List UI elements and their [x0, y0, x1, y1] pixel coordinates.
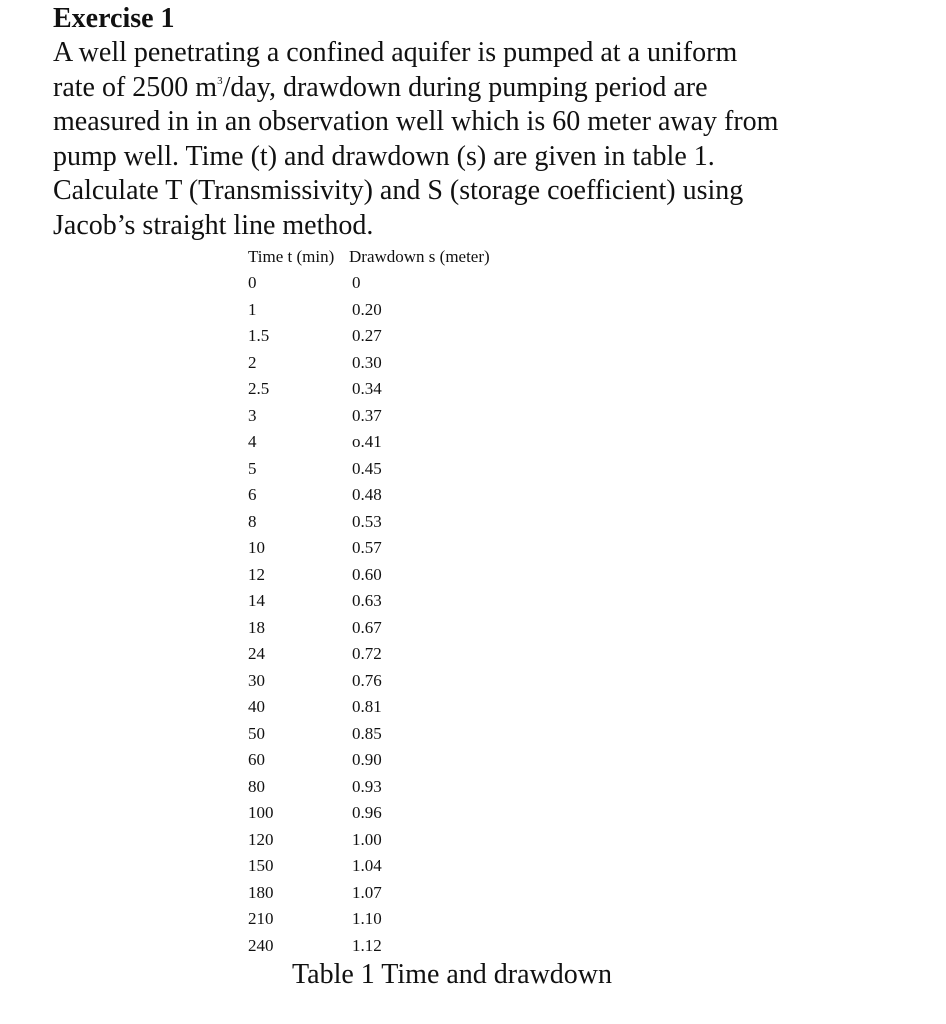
- table-row: [248, 323, 548, 350]
- problem-line-1: A well penetrating a confined aquifer is pumped at a uniform: [53, 37, 738, 68]
- table-row: [248, 668, 548, 695]
- time-cell: 100: [248, 803, 274, 822]
- drawdown-cell: 0.34: [352, 379, 382, 398]
- time-cell: 4: [248, 432, 257, 451]
- drawdown-cell: 0.60: [352, 564, 382, 584]
- table-row: [248, 562, 548, 589]
- time-cell: 30: [248, 670, 265, 690]
- drawdown-cell: 0.45: [352, 458, 382, 478]
- table-row: [248, 747, 548, 774]
- drawdown-cell: 1.07: [352, 882, 382, 902]
- table-row: [248, 933, 548, 960]
- time-cell: 12: [248, 564, 265, 584]
- table-row: [248, 721, 548, 748]
- table-row: [248, 429, 548, 456]
- time-cell: 2.5: [248, 379, 270, 398]
- exercise-title: Exercise 1: [53, 3, 175, 34]
- drawdown-cell: 0.27: [352, 326, 382, 345]
- time-cell: 8: [248, 511, 257, 531]
- drawdown-cell: 0.76: [352, 670, 382, 690]
- time-cell: 6: [248, 485, 257, 504]
- drawdown-cell: 0.20: [352, 299, 382, 319]
- time-cell: 210: [248, 909, 274, 928]
- drawdown-cell: o.41: [352, 432, 382, 451]
- time-cell: 18: [248, 617, 265, 637]
- drawdown-cell: 0.57: [352, 538, 382, 557]
- drawdown-cell: 1.04: [352, 856, 382, 875]
- table-row: [248, 297, 548, 324]
- problem-line-2-end: /day, drawdown during pumping period are: [222, 71, 708, 103]
- problem-line-3: measured in in an observation well which is 60 meter away from: [53, 106, 779, 137]
- problem-statement: [53, 36, 913, 243]
- problem-line-2: [53, 71, 913, 106]
- drawdown-cell: 0.81: [352, 697, 382, 716]
- time-cell: 2: [248, 352, 257, 372]
- problem-line-6: Jacob’s straight line method.: [53, 209, 374, 241]
- drawdown-cell: 1.00: [352, 829, 382, 849]
- table-row: [248, 827, 548, 854]
- drawdown-cell: 0: [352, 273, 361, 292]
- table-row: [248, 906, 548, 933]
- table-row: [248, 800, 548, 827]
- time-cell: 40: [248, 697, 265, 716]
- time-cell: 1.5: [248, 326, 270, 345]
- cubic-superscript: 3: [217, 74, 223, 87]
- table-row: [248, 376, 548, 403]
- header-time: Time t (min): [248, 247, 335, 266]
- table-row: [248, 641, 548, 668]
- table-caption: Table 1 Time and drawdown: [292, 959, 613, 990]
- header-drawdown: Drawdown s (meter): [349, 247, 490, 266]
- time-cell: 1: [248, 299, 257, 319]
- drawdown-cell: 0.67: [352, 617, 382, 637]
- table-row: [248, 615, 548, 642]
- drawdown-cell: 0.37: [352, 405, 382, 425]
- drawdown-cell: 0.93: [352, 776, 382, 796]
- drawdown-cell: 0.96: [352, 803, 382, 822]
- time-cell: 3: [248, 405, 257, 425]
- drawdown-cell: 1.12: [352, 935, 382, 955]
- time-cell: 60: [248, 750, 265, 769]
- time-cell: 24: [248, 644, 265, 663]
- time-cell: 50: [248, 723, 265, 743]
- time-cell: 240: [248, 935, 274, 955]
- table-row: [248, 774, 548, 801]
- drawdown-cell: 0.53: [352, 511, 382, 531]
- time-cell: 10: [248, 538, 265, 557]
- table-row: [248, 403, 548, 430]
- problem-line-2-start: rate of 2500 m: [53, 71, 218, 103]
- time-cell: 5: [248, 458, 257, 478]
- problem-line-4: pump well. Time (t) and drawdown (s) are given in table 1.: [53, 140, 715, 172]
- time-cell: 80: [248, 776, 265, 796]
- time-cell: 0: [248, 273, 257, 292]
- problem-line-5: Calculate T (Transmissivity) and S (storage coefficient) using: [53, 175, 744, 206]
- time-cell: 14: [248, 591, 265, 610]
- time-cell: 120: [248, 829, 274, 849]
- table-row: [248, 853, 548, 880]
- table-row: [248, 535, 548, 562]
- time-cell: 180: [248, 882, 274, 902]
- time-cell: 150: [248, 856, 274, 875]
- drawdown-cell: 1.10: [352, 909, 382, 928]
- drawdown-cell: 0.85: [352, 723, 382, 743]
- table-row: [248, 694, 548, 721]
- table-row: [248, 270, 548, 297]
- table-row: [248, 350, 548, 377]
- drawdown-cell: 0.90: [352, 750, 382, 769]
- table-row: [248, 588, 548, 615]
- table-body: [248, 270, 548, 959]
- table-row: [248, 880, 548, 907]
- drawdown-cell: 0.30: [352, 352, 382, 372]
- drawdown-cell: 0.63: [352, 591, 382, 610]
- table-row: [248, 456, 548, 483]
- table-row: [248, 482, 548, 509]
- table-row: [248, 509, 548, 536]
- drawdown-cell: 0.48: [352, 485, 382, 504]
- drawdown-cell: 0.72: [352, 644, 382, 663]
